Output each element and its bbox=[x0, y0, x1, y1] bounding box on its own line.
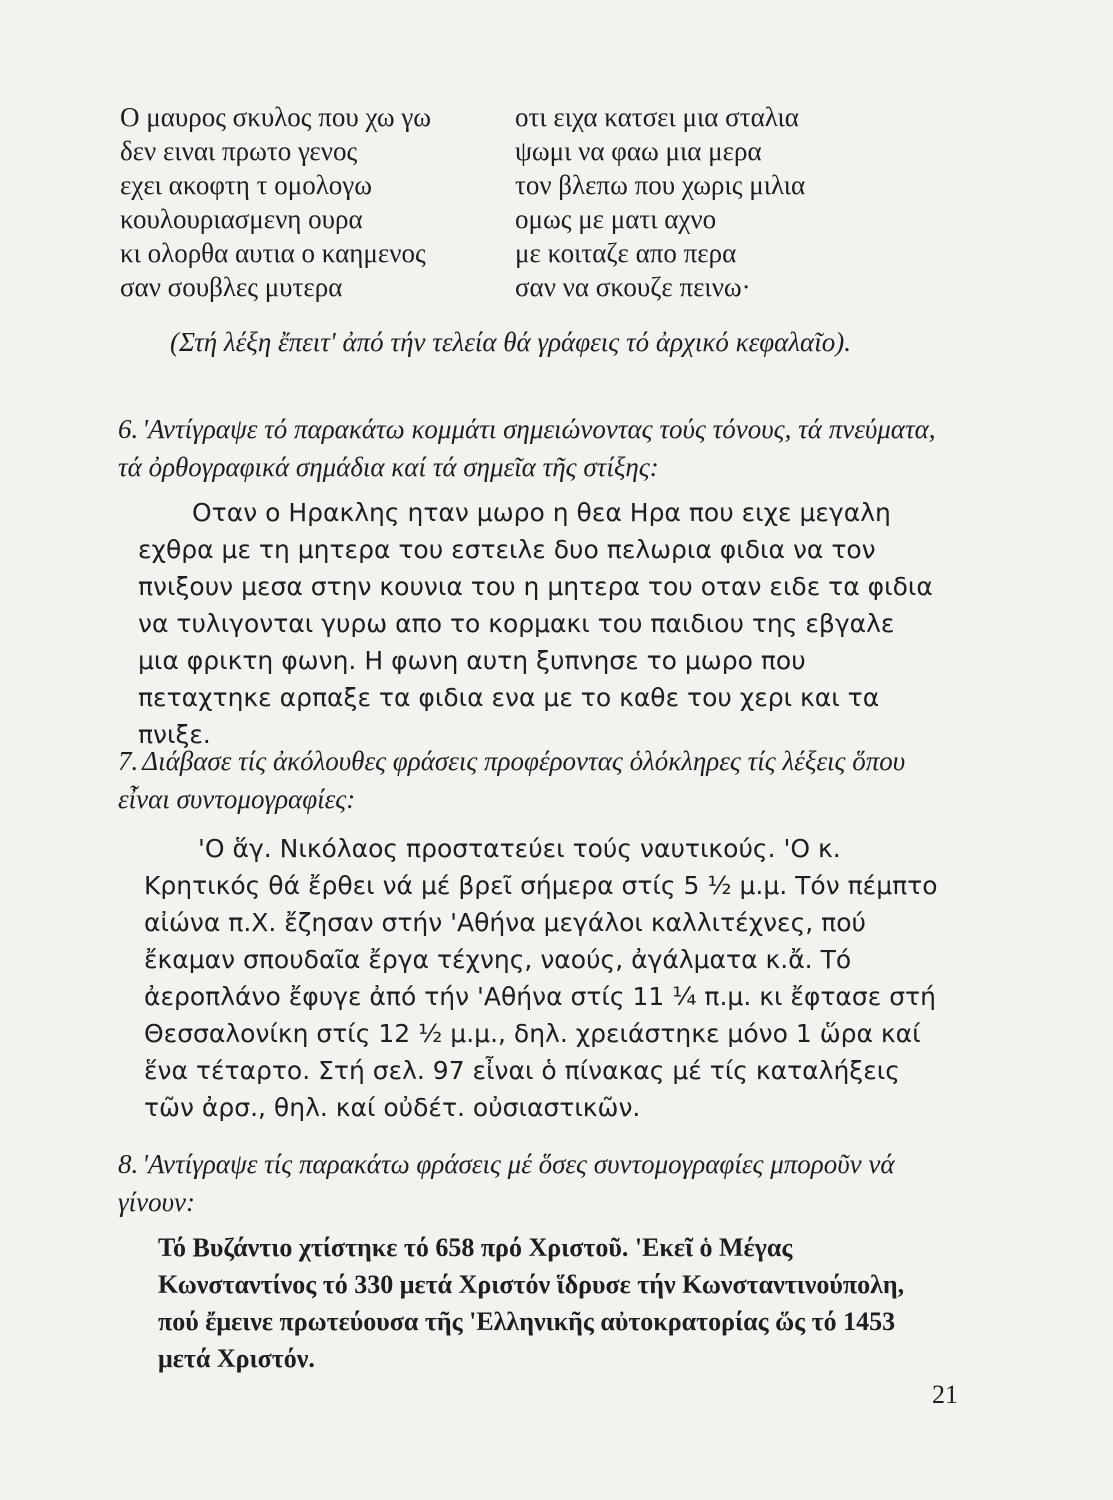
exercise-text: Οταν ο Ηρακλης ηταν μωρο η θεα Ηρα που ειχε μεγαλη εχθρα με τη μητερα του εστειλε δυο πελωρια φιδια να τον πνιξουν μεσα στην κουνια του η μητερα του οταν ειδε τα φιδια να τυλιγονται γυρω απο το κορμακι του παιδιου της εβγαλε μια φρικτη φωνη. Η φωνη αυτη ξυπνησε το μωρο που πεταχτηκε αρπαξε τα φιδια ενα με το καθε του χερι και τα πνιξε. bbox=[138, 498, 933, 749]
instruction-text: 'Αντίγραψε τίς παρακάτω φράσεις μέ ὅσες συντομογραφίες μποροῦν νά γίνουν: bbox=[118, 1149, 895, 1217]
poem-left-column bbox=[120, 100, 500, 304]
exercise-number: 8. bbox=[118, 1149, 139, 1179]
exercise-instruction bbox=[118, 1145, 948, 1221]
poem-note: (Στή λέξη ἔπειτ' ἀπό τήν τελεία θά γράφεις τό ἀρχικό κεφαλαῖο). bbox=[170, 327, 851, 357]
exercise-instruction bbox=[118, 742, 948, 818]
poem-line: σαν να σκουζε πεινω· bbox=[515, 272, 751, 302]
exercise-number: 6. bbox=[118, 414, 139, 444]
poem-line: με κοιταζε απο περα bbox=[515, 238, 737, 268]
exercise-6 bbox=[118, 410, 948, 753]
page-number: 21 bbox=[932, 1380, 958, 1409]
poem-right-column bbox=[515, 100, 895, 304]
exercise-instruction bbox=[118, 410, 948, 486]
instruction-text: 'Αντίγραψε τό παρακάτω κομμάτι σημειώνοντας τούς τόνους, τά πνεύματα, τά ὀρθογραφικά σημάδια καί τά σημεῖα τῆς στίξης: bbox=[118, 414, 936, 482]
poem-line: εχει ακοφτη τ ομολογω bbox=[120, 170, 373, 200]
poem-line: κουλουριασμενη ουρα bbox=[120, 204, 363, 234]
exercise-7 bbox=[118, 742, 948, 1126]
poem-line: σαν σουβλες μυτερα bbox=[120, 272, 343, 302]
instruction-text: Διάβασε τίς ἀκόλουθες φράσεις προφέροντας ὁλόκληρες τίς λέξεις ὅπου εἶναι συντομογραφίες: bbox=[118, 746, 906, 814]
poem-line: Ο μαυρος σκυλος που χω γω bbox=[120, 102, 432, 132]
poem-line: ψωμι να φαω μια μερα bbox=[515, 136, 762, 166]
poem-line: κι ολορθα αυτια ο καημενος bbox=[120, 238, 426, 268]
exercise-text: Τό Βυζάντιο χτίστηκε τό 658 πρό Χριστοῦ. 'Εκεῖ ὁ Μέγας Κωνσταντίνος τό 330 μετά Χριστόν ἵδρυσε τήν Κωνσταντινούπολη, πού ἔμεινε πρωτεύουσα τῆς 'Ελληνικῆς αὐτοκρατορίας ὥς τό 1453 μετά Χριστόν. bbox=[158, 1233, 905, 1373]
exercise-text: 'Ο ἅγ. Νικόλαος προστατεύει τούς ναυτικούς. 'Ο κ. Κρητικός θά ἔρθει νά μέ βρεῖ σήμερα στίς 5 ½ μ.μ. Τόν πέμπτο αἰώνα π.Χ. ἔζησαν στήν 'Αθήνα μεγάλοι καλλιτέχνες, πού ἔκαμαν σπουδαῖα ἔργα τέχνης, ναούς, ἀγάλματα κ.ἄ. Τό ἀεροπλάνο ἔφυγε ἀπό τήν 'Αθήνα στίς 11 ¼ π.μ. κι ἔφτασε στή Θεσσαλονίκη στίς 12 ½ μ.μ., δηλ. χρειάστηκε μόνο 1 ὥρα καί ἕνα τέταρτο. Στή σελ. 97 εἶναι ὁ πίνακας μέ τίς καταλήξεις τῶν ἀρσ., θηλ. καί οὐδέτ. οὐσιαστικῶν. bbox=[144, 834, 938, 1122]
exercise-8 bbox=[118, 1145, 948, 1377]
poem-line: δεν ειναι πρωτο γενος bbox=[120, 136, 358, 166]
poem-line: ομως με ματι αχνο bbox=[515, 204, 717, 234]
poem-line: τον βλεπω που χωρις μιλια bbox=[515, 170, 806, 200]
exercise-number: 7. bbox=[118, 746, 139, 776]
poem-line: οτι ειχα κατσει μια σταλια bbox=[515, 102, 799, 132]
